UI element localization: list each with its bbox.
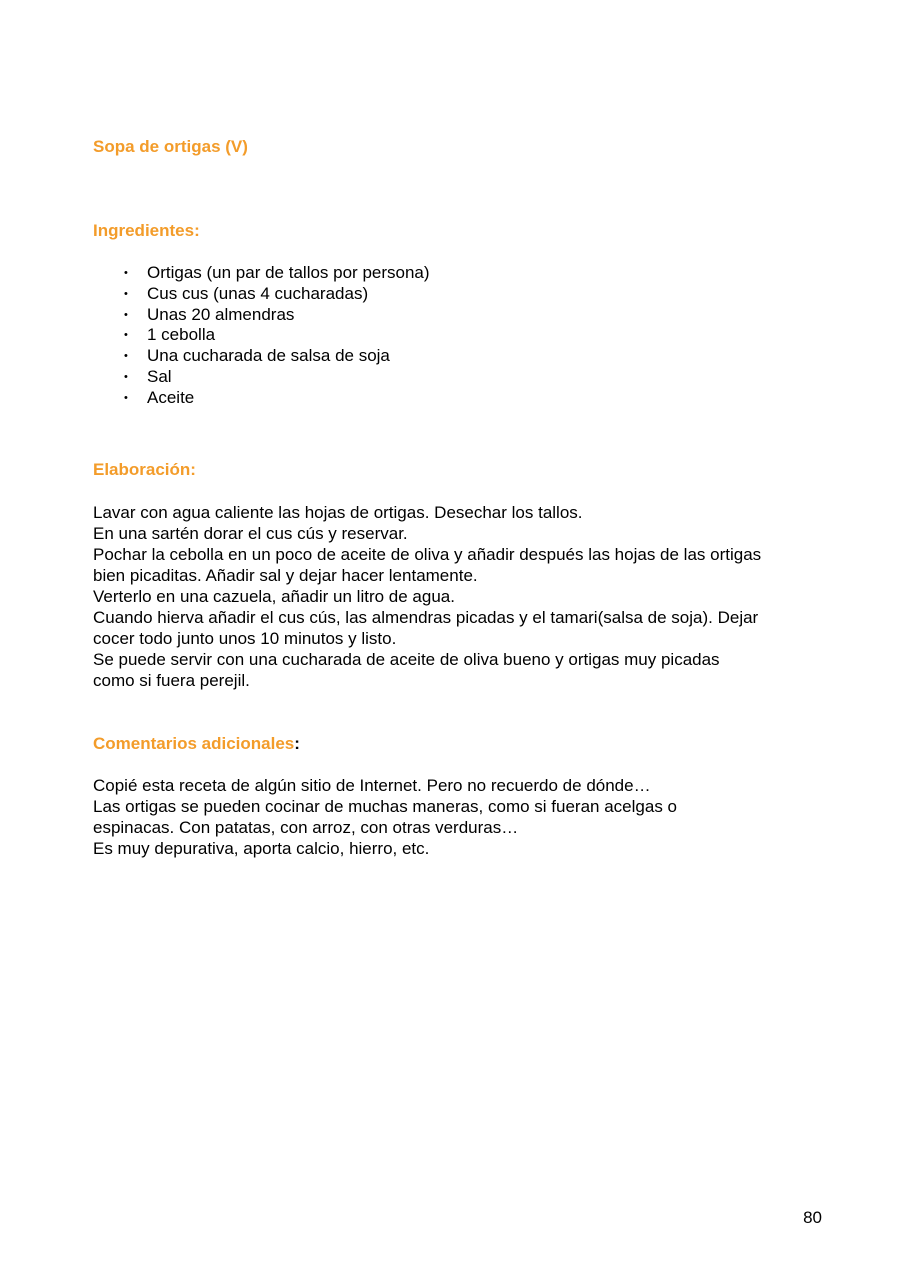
- ingredient-text: Una cucharada de salsa de soja: [147, 346, 390, 366]
- comments-line: Es muy depurativa, aporta calcio, hierro, etc.: [93, 839, 430, 858]
- elaboration-line: Verterlo en una cazuela, añadir un litro de agua.: [93, 587, 455, 606]
- ingredient-item: [120, 305, 430, 326]
- ingredient-item: [120, 284, 430, 305]
- bullet-icon: •: [124, 267, 128, 279]
- elaboration-line: Pochar la cebolla en un poco de aceite de oliva y añadir después las hojas de las ortigas: [93, 545, 762, 564]
- elaboration-line: Lavar con agua caliente las hojas de ortigas. Desechar los tallos.: [93, 503, 583, 522]
- comments-heading-colon: :: [294, 734, 300, 753]
- elaboration-line: Cuando hierva añadir el cus cús, las almendras picadas y el tamari(salsa de soja). Dejar: [93, 608, 759, 627]
- page-number: 80: [803, 1208, 822, 1227]
- ingredient-item: [120, 388, 430, 409]
- elaboration-line: En una sartén dorar el cus cús y reservar.: [93, 524, 408, 543]
- ingredient-text: 1 cebolla: [147, 325, 216, 345]
- comments-line: espinacas. Con patatas, con arroz, con otras verduras…: [93, 818, 519, 837]
- comments-paragraph: [93, 775, 677, 859]
- ingredient-item: [120, 346, 430, 367]
- bullet-icon: •: [124, 308, 128, 321]
- bullet-icon: •: [124, 350, 128, 363]
- recipe-title: Sopa de ortigas (V): [93, 137, 248, 156]
- bullet-icon: •: [124, 329, 128, 342]
- ingredients-heading: Ingredientes:: [93, 221, 200, 240]
- elaboration-heading: Elaboración:: [93, 460, 196, 479]
- comments-line: Copié esta receta de algún sitio de Internet. Pero no recuerdo de dónde…: [93, 776, 651, 795]
- ingredient-text: Sal: [147, 366, 172, 386]
- ingredient-item: [120, 263, 430, 284]
- bullet-icon: •: [124, 370, 128, 383]
- ingredient-text: Unas 20 almendras: [147, 304, 295, 324]
- elaboration-line: cocer todo junto unos 10 minutos y listo.: [93, 629, 397, 648]
- elaboration-line: bien picaditas. Añadir sal y dejar hacer lentamente.: [93, 566, 478, 585]
- ingredient-text: Aceite: [147, 387, 195, 407]
- elaboration-paragraph: [93, 502, 761, 691]
- bullet-icon: •: [124, 287, 128, 300]
- bullet-icon: •: [124, 391, 128, 404]
- ingredient-text: Cus cus (unas 4 cucharadas): [147, 283, 369, 303]
- comments-heading: [93, 734, 300, 754]
- ingredient-item: [120, 325, 430, 346]
- ingredient-item: [120, 367, 430, 388]
- comments-line: Las ortigas se pueden cocinar de muchas maneras, como si fueran acelgas o: [93, 797, 677, 816]
- ingredient-text: Ortigas (un par de tallos por persona): [147, 263, 430, 282]
- comments-heading-label: Comentarios adicionales: [93, 734, 295, 753]
- ingredients-list: [120, 263, 430, 409]
- elaboration-line: Se puede servir con una cucharada de aceite de oliva bueno y ortigas muy picadas: [93, 650, 720, 669]
- elaboration-line: como si fuera perejil.: [93, 671, 250, 690]
